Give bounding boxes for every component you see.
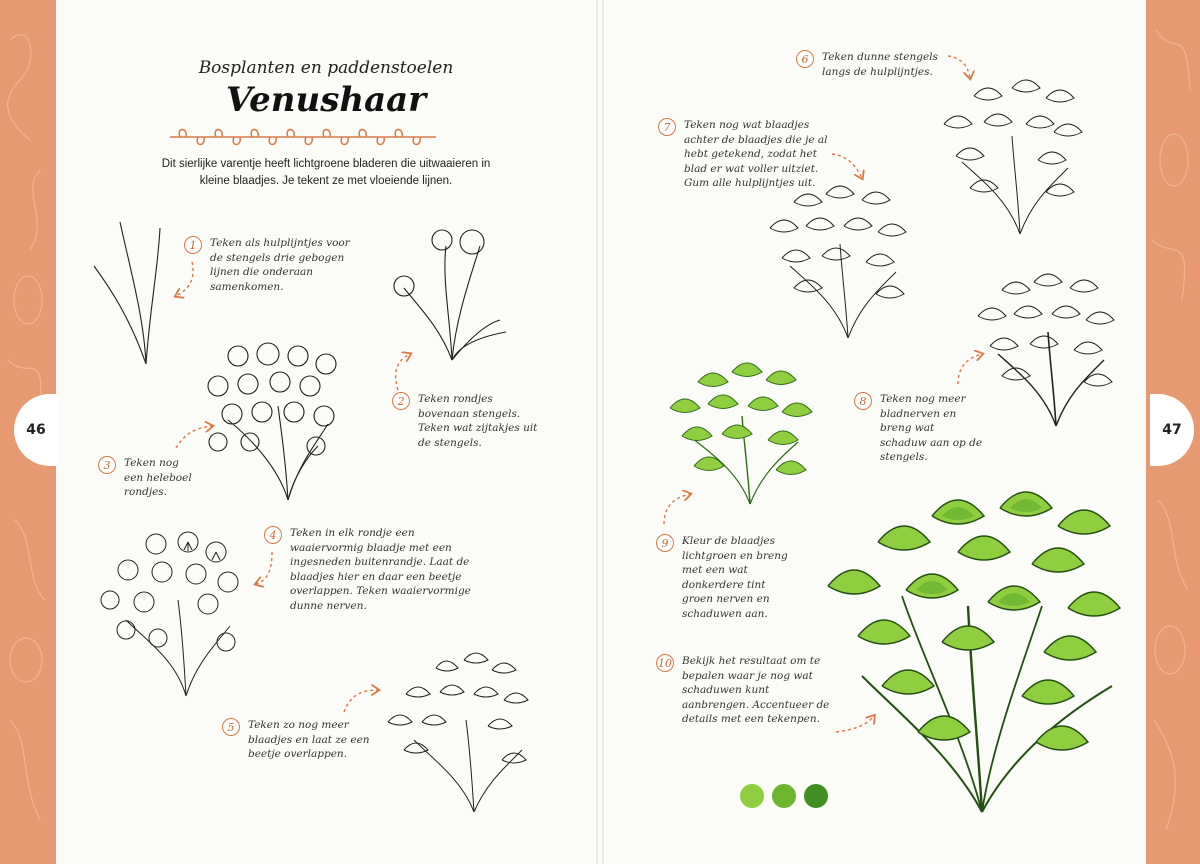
section-kicker: Bosplanten en paddenstoelen <box>198 58 454 78</box>
step-text: Teken nog een heleboel rondjes. <box>124 457 192 498</box>
step-text: Teken rondjes bovenaan stengels. Teken wat zijtakjes uit de stengels. <box>418 393 538 449</box>
step-number: 7 <box>658 118 676 136</box>
step-text: Bekijk het resultaat om te bepalen waar je nog wat schaduwen kunt aanbrengen. Accentueer de details met een tekenpen. <box>682 655 830 725</box>
step-text: Teken als hulplijntjes voor de stengels drie gebogen lijnen die onderaan samenkomen. <box>210 237 350 293</box>
step-number: 10 <box>656 654 674 672</box>
step-text: Teken dunne stengels langs de hulplijntjes. <box>822 51 938 78</box>
step-8-veins-drawing <box>972 272 1122 428</box>
step-number: 5 <box>222 718 240 736</box>
page-title: Venushaar <box>225 80 427 120</box>
step-number: 4 <box>264 526 282 544</box>
step-3-many-circles-drawing <box>198 336 342 502</box>
step-7-fuller-drawing <box>764 184 914 340</box>
page-number-right: 47 <box>1150 394 1194 466</box>
step-number: 6 <box>796 50 814 68</box>
step-number: 8 <box>854 392 872 410</box>
step-5-more-leaves-drawing <box>384 650 534 814</box>
step-number: 9 <box>656 534 674 552</box>
step-9-colored-drawing <box>662 362 818 506</box>
step-1-guidelines-drawing <box>90 218 170 368</box>
step-text: Teken nog meer bladnerven en breng wat schaduw aan op de stengels. <box>880 393 983 463</box>
step-number: 3 <box>98 456 116 474</box>
step-2-circles-drawing <box>390 228 510 364</box>
step-number: 2 <box>392 392 410 410</box>
step-6-stems-drawing <box>934 76 1084 236</box>
step-10-final-drawing <box>822 486 1138 816</box>
step-text: Teken nog wat blaadjes achter de blaadjes die je al hebt getekend, zodat het blad er wat voller uitziet. Gum alle hulplijntjes uit. <box>684 119 828 189</box>
step-number: 1 <box>184 236 202 254</box>
step-text: Teken in elk rondje een waaiervormig blaadje met een ingesneden buitenrandje. Laat de blaadjes hier en daar een beetje overlappen. Teken waaiervormige dunne nerven. <box>290 527 471 612</box>
page-number-left: 46 <box>14 394 58 466</box>
step-text: Teken zo nog meer blaadjes en laat ze een beetje overlappen. <box>248 719 370 760</box>
color-swatch-medium <box>772 784 796 808</box>
intro-text: Dit sierlijke varentje heeft lichtgroene bladeren die uitwaaieren in kleine blaadjes. Je tekent ze met vloeiende lijnen. <box>161 158 491 187</box>
step-text: Kleur de blaadjes lichtgroen en breng met een wat donkerdere tint groen nerven en schaduwen aan. <box>682 535 788 620</box>
step-4-fan-leaves-drawing <box>96 530 246 698</box>
color-swatch-light <box>740 784 764 808</box>
color-swatch-dark <box>804 784 828 808</box>
